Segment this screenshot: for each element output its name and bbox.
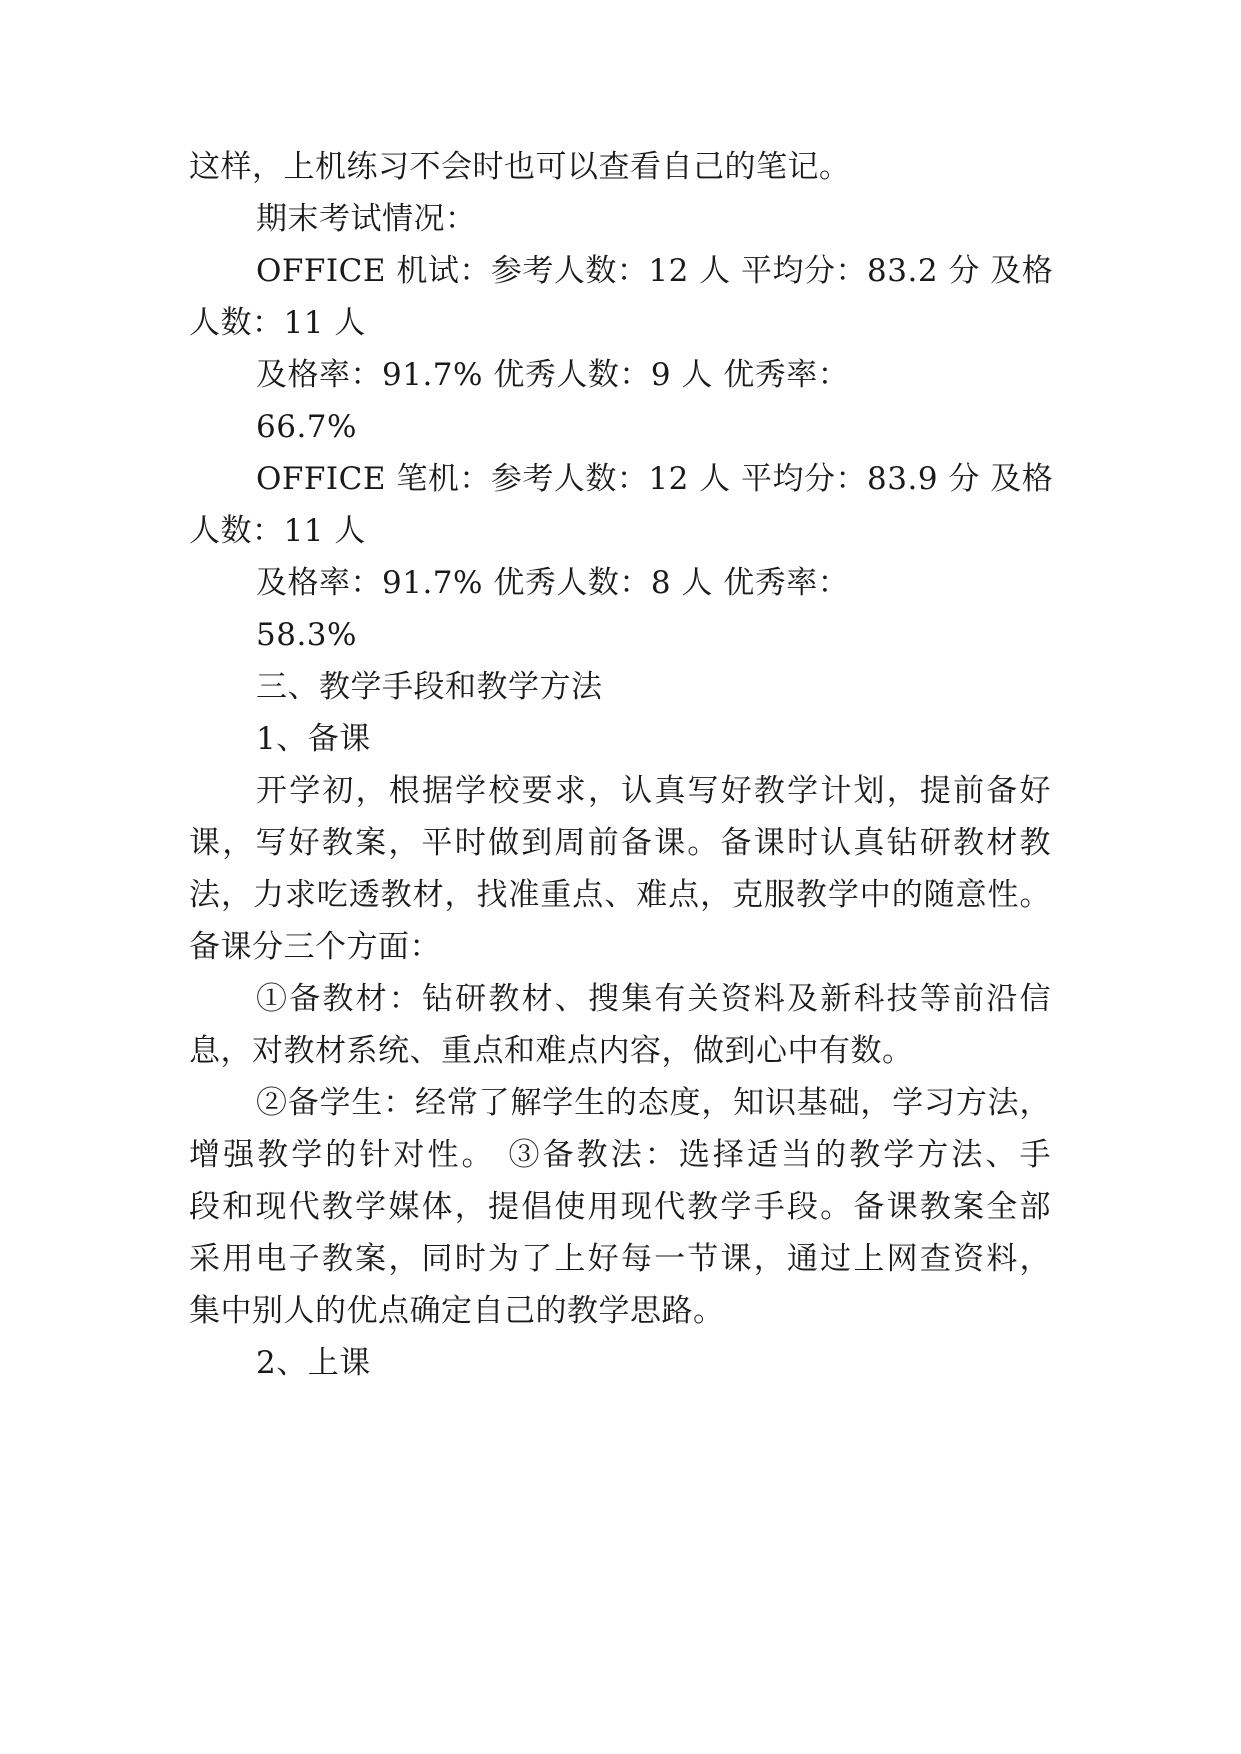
section-heading: 三、教学手段和教学方法 [256,669,603,705]
text-line: 增强教学的针对性。 ③备教法：选择适当的教学方法、手 [189,1137,1051,1173]
text-line: 采用电子教案，同时为了上好每一节课，通过上网查资料， [189,1241,1051,1277]
text-line: 期末考试情况： [256,201,477,237]
text-line: 这样，上机练习不会时也可以查看自己的笔记。 [189,149,851,185]
text-line: 法，力求吃透教材，找准重点、难点，克服教学中的随意性。 [189,877,1051,913]
text-line: 58.3% [256,617,357,653]
text-line: ①备教材：钻研教材、搜集有关资料及新科技等前沿信 [256,981,1051,1017]
text-line: 人数：11 人 [189,305,366,341]
text-line: 及格率：91.7% 优秀人数：9 人 优秀率： [256,357,850,393]
subsection-heading: 1、备课 [256,721,371,757]
text-line: 集中别人的优点确定自己的教学思路。 [189,1293,725,1329]
text-line: 66.7% [256,409,357,445]
text-line: 息，对教材系统、重点和难点内容，做到心中有数。 [189,1033,914,1069]
text-line: 人数：11 人 [189,513,366,549]
subsection-heading: 2、上课 [256,1345,371,1381]
text-line: 备课分三个方面： [189,929,441,965]
text-line: 段和现代教学媒体，提倡使用现代教学手段。备课教案全部 [189,1189,1051,1225]
text-line: OFFICE 笔机：参考人数：12 人 平均分：83.9 分 及格 [256,461,1054,497]
text-line: 及格率：91.7% 优秀人数：8 人 优秀率： [256,565,850,601]
text-line: 课，写好教案，平时做到周前备课。备课时认真钻研教材教 [189,825,1051,861]
text-line: ②备学生：经常了解学生的态度，知识基础，学习方法， [256,1085,1051,1121]
text-line: OFFICE 机试：参考人数：12 人 平均分：83.2 分 及格 [256,253,1054,289]
text-line: 开学初，根据学校要求，认真写好教学计划，提前备好 [256,773,1051,809]
